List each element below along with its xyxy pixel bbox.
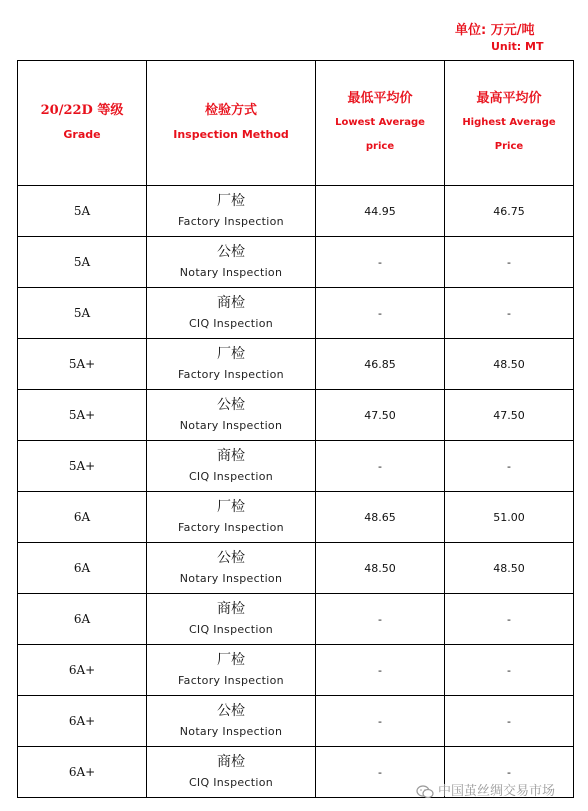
grade-cell: 6A xyxy=(18,492,147,543)
method-cell xyxy=(147,594,316,645)
header-lowest-en-2: price xyxy=(365,141,395,152)
highest-price-cell: - xyxy=(445,288,574,339)
method-cell xyxy=(147,543,316,594)
highest-price-cell: 46.75 xyxy=(445,186,574,237)
highest-price-cell: - xyxy=(445,594,574,645)
price-table xyxy=(17,60,574,798)
method-cn: 公检 xyxy=(217,244,245,260)
highest-price-cell: - xyxy=(445,645,574,696)
table-row xyxy=(18,237,574,288)
highest-price-cell: - xyxy=(445,747,574,798)
method-en: Notary Inspection xyxy=(179,266,283,279)
watermark-text: 中国茧丝绸交易市场 xyxy=(438,784,556,799)
unit-label-cn: 单位: 万元/吨 xyxy=(455,23,535,38)
method-cell xyxy=(147,288,316,339)
method-cell xyxy=(147,339,316,390)
table-body xyxy=(18,186,574,798)
lowest-price-cell: - xyxy=(316,237,445,288)
method-cn: 公检 xyxy=(217,397,245,413)
grade-cell: 5A+ xyxy=(18,390,147,441)
method-cn: 厂检 xyxy=(217,346,245,362)
method-cn: 商检 xyxy=(217,448,245,464)
header-highest-en-2: Price xyxy=(494,141,524,152)
header-grade-cn: 20/22D 等级 xyxy=(40,103,124,118)
method-en: Factory Inspection xyxy=(178,368,284,381)
table-row xyxy=(18,543,574,594)
method-cn: 商检 xyxy=(217,295,245,311)
watermark xyxy=(416,780,555,799)
method-en: CIQ Inspection xyxy=(188,776,274,789)
method-cell xyxy=(147,186,316,237)
grade-cell: 6A+ xyxy=(18,645,147,696)
method-en: Notary Inspection xyxy=(179,419,283,432)
table-row xyxy=(18,339,574,390)
highest-price-cell: 48.50 xyxy=(445,543,574,594)
lowest-price-cell: - xyxy=(316,288,445,339)
method-cell xyxy=(147,645,316,696)
method-cell xyxy=(147,747,316,798)
table-row xyxy=(18,696,574,747)
method-cn: 商检 xyxy=(217,601,245,617)
method-cell xyxy=(147,492,316,543)
table-row xyxy=(18,288,574,339)
method-cell xyxy=(147,441,316,492)
table-row xyxy=(18,492,574,543)
method-en: CIQ Inspection xyxy=(188,470,274,483)
wechat-icon xyxy=(416,785,434,799)
lowest-price-cell: - xyxy=(316,747,445,798)
header-lowest-en-1: Lowest Average xyxy=(335,117,425,128)
grade-cell: 5A xyxy=(18,288,147,339)
method-en: CIQ Inspection xyxy=(188,317,274,330)
highest-price-cell: 48.50 xyxy=(445,339,574,390)
header-highest-cn: 最高平均价 xyxy=(476,91,542,106)
method-cn: 公检 xyxy=(217,550,245,566)
method-cn: 厂检 xyxy=(217,652,245,668)
grade-cell: 5A xyxy=(18,186,147,237)
lowest-price-cell: - xyxy=(316,645,445,696)
grade-cell: 5A xyxy=(18,237,147,288)
table-row xyxy=(18,390,574,441)
method-cn: 商检 xyxy=(217,754,245,770)
table-header-row xyxy=(18,61,574,186)
grade-cell: 6A xyxy=(18,543,147,594)
header-grade xyxy=(18,61,147,186)
grade-cell: 6A+ xyxy=(18,747,147,798)
grade-cell: 5A+ xyxy=(18,339,147,390)
method-en: Notary Inspection xyxy=(179,572,283,585)
header-grade-en: Grade xyxy=(63,128,101,141)
header-lowest-cn: 最低平均价 xyxy=(347,91,413,106)
method-en: Factory Inspection xyxy=(178,521,284,534)
method-en: Factory Inspection xyxy=(178,674,284,687)
header-method-en: Inspection Method xyxy=(173,128,289,141)
lowest-price-cell: - xyxy=(316,696,445,747)
method-en: Notary Inspection xyxy=(179,725,283,738)
method-cell xyxy=(147,237,316,288)
method-cell xyxy=(147,390,316,441)
table-row xyxy=(18,186,574,237)
highest-price-cell: - xyxy=(445,441,574,492)
grade-cell: 5A+ xyxy=(18,441,147,492)
header-highest-en-1: Highest Average xyxy=(462,117,556,128)
grade-cell: 6A+ xyxy=(18,696,147,747)
unit-label-en: Unit: MT xyxy=(491,40,544,53)
grade-cell: 6A xyxy=(18,594,147,645)
lowest-price-cell: - xyxy=(316,441,445,492)
lowest-price-cell: - xyxy=(316,594,445,645)
table-row xyxy=(18,594,574,645)
table-row xyxy=(18,441,574,492)
lowest-price-cell: 48.50 xyxy=(316,543,445,594)
highest-price-cell: 47.50 xyxy=(445,390,574,441)
method-cell xyxy=(147,696,316,747)
method-cn: 厂检 xyxy=(217,193,245,209)
lowest-price-cell: 47.50 xyxy=(316,390,445,441)
table-row xyxy=(18,645,574,696)
header-highest-price xyxy=(445,61,574,186)
method-cn: 厂检 xyxy=(217,499,245,515)
highest-price-cell: - xyxy=(445,696,574,747)
method-en: Factory Inspection xyxy=(178,215,284,228)
lowest-price-cell: 44.95 xyxy=(316,186,445,237)
header-lowest-price xyxy=(316,61,445,186)
highest-price-cell: - xyxy=(445,237,574,288)
header-method-cn: 检验方式 xyxy=(204,103,257,118)
lowest-price-cell: 46.85 xyxy=(316,339,445,390)
lowest-price-cell: 48.65 xyxy=(316,492,445,543)
header-method xyxy=(147,61,316,186)
highest-price-cell: 51.00 xyxy=(445,492,574,543)
method-cn: 公检 xyxy=(217,703,245,719)
method-en: CIQ Inspection xyxy=(188,623,274,636)
